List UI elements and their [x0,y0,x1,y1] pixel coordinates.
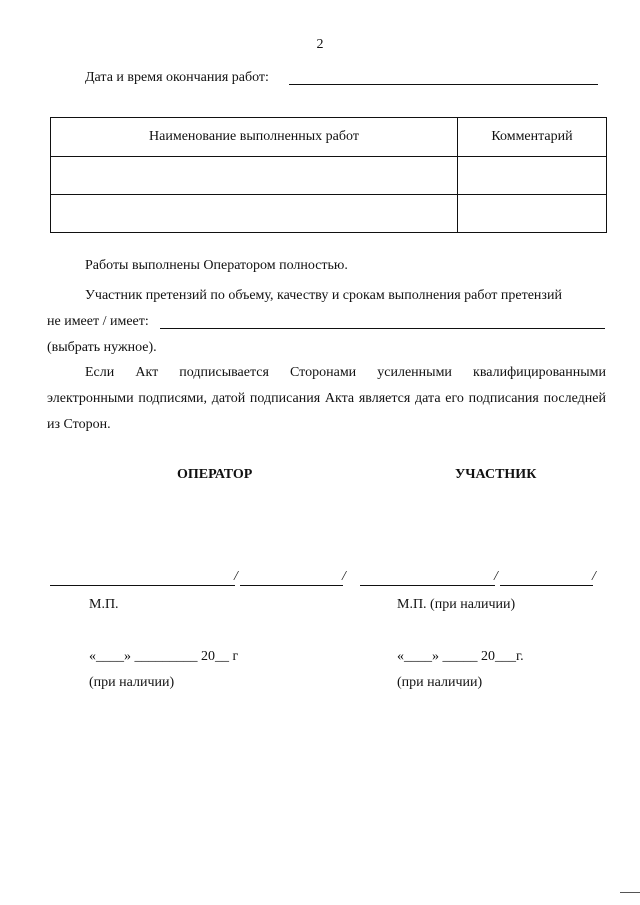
signing-paragraph: Если Акт подписывается Сторонами усиленными квалифицированными электронными подписями, датой подписания Акта является дата его подписания последней из Сторон. [47,365,606,432]
works-table [50,117,607,233]
end-datetime-blank [289,68,598,85]
participant-signature-separator: / [494,569,498,584]
table-cell [51,195,458,233]
operator-signature-line [50,585,235,586]
table-cell [458,195,607,233]
participant-name-line [500,585,593,586]
table-header-row [51,118,607,157]
participant-signature-end: / [592,569,596,584]
table-row [51,157,607,195]
claims-blank [160,312,605,329]
claims-text-line1: Участник претензий по объему, качеству и срокам выполнения работ претензий [85,288,562,303]
participant-signature-line [360,585,495,586]
operator-name-line [240,585,343,586]
completed-statement: Работы выполнены Оператором полностью. [85,258,348,273]
table-cell [51,157,458,195]
operator-signature-end: / [342,569,346,584]
operator-heading: ОПЕРАТОР [177,467,253,482]
operator-signature-separator: / [234,569,238,584]
claims-text-line2: не имеет / имеет: [47,314,149,329]
table-row [51,195,607,233]
operator-date: «____» _________ 20__ г [89,649,239,664]
operator-if-any: (при наличии) [89,675,175,690]
participant-date: «____» _____ 20___г. [397,649,524,664]
page-number: 2 [316,37,324,52]
page-edge-mark [620,892,640,893]
participant-stamp: М.П. (при наличии) [397,597,516,612]
end-datetime-label: Дата и время окончания работ: [85,70,269,85]
table-cell [458,157,607,195]
participant-heading: УЧАСТНИК [455,467,537,482]
participant-if-any: (при наличии) [397,675,483,690]
table-header-works: Наименование выполненных работ [51,118,458,157]
operator-stamp: М.П. [89,597,119,612]
table-header-comment: Комментарий [458,118,607,157]
choose-note: (выбрать нужное). [47,340,157,355]
